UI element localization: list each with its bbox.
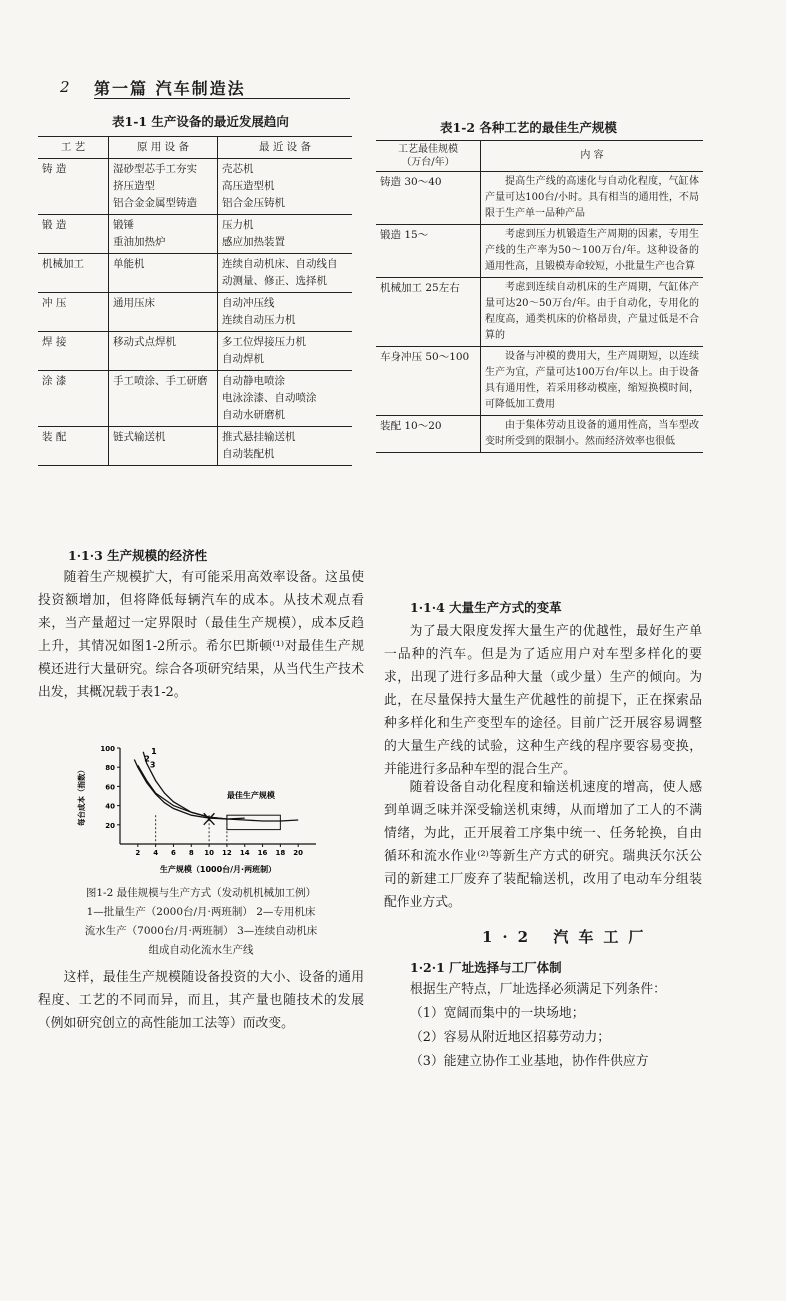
x-tick-label: 20 [293,849,304,857]
list-item: （3）能建立协作工业基地，协作件供应方 [410,1054,649,1069]
x-axis-label: 生产规模（1000台/月·两班制） [159,865,277,874]
y-tick-label: 20 [105,821,115,830]
new-equipment-cell [218,159,353,215]
figure-caption-line: 流水生产（7000台/月·两班制） 3—连续自动机床 [84,925,318,937]
process-cell: 焊 接 [38,332,109,371]
cell-line: 自动焊机 [222,353,264,365]
y-tick-label: 60 [105,783,115,792]
scale-cell: 车身冲压 50～100 [376,347,481,416]
cell-line: 动测量、修正、选择机 [222,275,327,287]
cell-line: 重油加热炉 [113,236,166,248]
table-row [38,215,352,254]
table-row [376,278,703,347]
x-tick-label: 6 [171,849,176,857]
process-cell: 冲 压 [38,293,109,332]
table-row [38,254,352,293]
scale-cell: 铸造 30～40 [376,172,481,225]
cell-line: 湿砂型芯手工夯实 [113,163,197,175]
list-item: （1）宽阔而集中的一块场地； [410,1006,585,1021]
scale-cell: 锻造 15～ [376,225,481,278]
figure-1-2-chart [76,740,326,880]
table2-body [376,172,703,453]
y-tick-label: 40 [105,802,115,811]
table-row [38,159,352,215]
table1-header-process: 工 艺 [38,137,109,159]
section-heading-12: 1·2 汽车工厂 [482,928,654,946]
series-label: 2 [144,754,150,764]
scale-cell: 装配 10～20 [376,416,481,453]
table1-caption: 表1-1 生产设备的最近发展趋向 [112,114,289,129]
new-equipment-cell [218,371,353,427]
x-tick-label: 14 [239,849,250,857]
table-row [376,172,703,225]
cell-line: 壳芯机 [222,163,254,175]
figure-caption-line: 组成自动化流水生产线 [148,944,254,956]
old-equipment-cell [109,332,218,371]
process-cell: 涂 漆 [38,371,109,427]
content-cell: 提高生产线的高速化与自动化程度，气缸体产量可达100台/小时。具有相当的通用性，不局限于生产单一品种产品 [481,172,704,225]
table-row [376,347,703,416]
cell-line: 自动装配机 [222,448,275,460]
table-row [38,427,352,466]
optimum-range-box [227,815,280,829]
table-row [38,293,352,332]
old-equipment-cell [109,293,218,332]
section-114-paragraph-2: 随着设备自动化程度和输送机速度的增高，使人感到单调乏味并深受输送机束缚，从而增加了工人的不满情绪，为此，正开展着工序集中统一、任务轮换，自由循环和流水作业⁽²⁾等新生产方式的研究。瑞典沃尔沃公司的新建工厂废弃了装配输送机，改用了电动车分组装配作业方式。 [384,780,702,910]
x-tick-label: 4 [153,849,159,857]
scale-cell: 机械加工 25左右 [376,278,481,347]
running-title: 第一篇 汽车制造法 [94,79,246,98]
cell-line: 感应加热装置 [222,236,285,248]
section-121-intro: 根据生产特点，厂址选择必须满足下列条件： [410,982,666,997]
old-equipment-cell [109,159,218,215]
table2 [376,140,703,453]
process-cell: 铸 造 [38,159,109,215]
cell-line: 多工位焊接压力机 [222,336,306,348]
cell-line: 移动式点焊机 [113,336,176,348]
cell-line: 通用压床 [113,297,155,309]
content-cell: 设备与冲模的费用大，生产周期短，以连续生产为宜，产量可达100万台/年以上。由于设备具有通用性，若采用移动模座，缩短换模时间，可降低加工费用 [481,347,704,416]
section-heading-114: 1·1·4 大量生产方式的变革 [410,600,562,615]
table1-header-new: 最 近 设 备 [218,137,353,159]
x-tick-label: 10 [204,849,214,857]
cell-line: 锻锤 [113,219,134,231]
new-equipment-cell [218,254,353,293]
cell-line: 自动静电喷涂 [222,375,285,387]
section-heading-121: 1·2·1 厂址选择与工厂体制 [410,960,562,975]
figure-caption-line: 图1-2 最佳规模与生产方式（发动机机械加工例） [85,887,317,899]
table1-header-old: 原 用 设 备 [109,137,218,159]
y-tick-label: 100 [100,745,115,753]
section-113-paragraph-2: 这样，最佳生产规模随设备投资的大小、设备的通用程度、工艺的不同而异，而且，其产量也随技术的发展（例如研究创立的高性能加工法等）而改变。 [38,970,364,1031]
cell-line: 连续自动压力机 [222,314,296,326]
content-cell: 考虑到连续自动机床的生产周期，气缸体产量可达20～50万台/年。由于自动化，专用化的程度高，通类机床的价格昂贵，产量过低是不合算的 [481,278,704,347]
table-row [38,371,352,427]
cell-line: 连续自动机床、自动线自 [222,258,338,270]
old-equipment-cell [109,254,218,293]
figure-caption [38,884,364,960]
table-row [376,225,703,278]
list-item: （2）容易从附近地区招募劳动力； [410,1030,611,1045]
cell-line: 手工喷涂、手工研磨 [113,375,208,387]
annotation-optimum: 最佳生产规模 [226,790,275,800]
table1-body [38,159,352,466]
old-equipment-cell [109,427,218,466]
process-cell: 锻 造 [38,215,109,254]
figure-caption-line: 1—批量生产（2000台/月·两班制） 2—专用机床 [86,906,316,918]
cell-line: 自动水研磨机 [222,409,285,421]
section-114-paragraph: 为了最大限度发挥大量生产的优越性，最好生产单一品种的汽车。但是为了适应用户对车型多样化的要求，出现了进行多品种大量（或少量）生产的倾向。为此，在尽量保持大量生产优越性的前提下，正在探索品种多样化和生产变型车的途径。目前广泛开展容易调整的大量生产线的试验，这种生产线的程序要容易变换，并能进行多品种车型的混合生产。 [384,624,702,777]
header-rule [94,98,350,99]
x-tick-label: 16 [257,849,268,857]
cell-line: 电泳涂漆、自动喷涂 [222,392,317,404]
cell-line: 自动冲压线 [222,297,275,309]
old-equipment-cell [109,371,218,427]
page-number: 2 [60,78,70,96]
new-equipment-cell [218,427,353,466]
y-axis-label: 每台成本（指数） [77,766,86,826]
x-tick-label: 2 [135,849,141,857]
process-cell: 机械加工 [38,254,109,293]
cell-line: 铝合金压铸机 [222,197,285,209]
cell-line: 压力机 [222,219,254,231]
table2-caption: 表1-2 各种工艺的最佳生产规模 [440,120,617,135]
table2-header-size: 工艺最佳规模 （万台/年） [376,141,481,172]
table1 [38,136,352,466]
cell-line: 推式悬挂输送机 [222,431,296,443]
new-equipment-cell [218,332,353,371]
cell-line: 高压造型机 [222,180,275,192]
table2-header-content: 内 容 [481,141,704,172]
new-equipment-cell [218,215,353,254]
cell-line: 挤压造型 [113,180,155,192]
conditions-list [410,1002,649,1074]
series-1-line [143,752,227,819]
table-row [376,416,703,453]
section-113-paragraph: 随着生产规模扩大，有可能采用高效率设备。这虽使投资额增加，但将降低每辆汽车的成本。从技术观点看来，当产量超过一定界限时（最佳生产规模），成本反趋上升，其情况如图1-2所示。希尔巴斯顿⁽¹⁾对最佳生产规模还进行大量研究。综合各项研究结果，从当代生产技术出发，其概况载于表1-2。 [38,570,364,700]
x-tick-label: 8 [188,849,194,857]
cell-line: 链式输送机 [113,431,166,443]
process-cell: 装 配 [38,427,109,466]
x-tick-label: 12 [222,849,232,857]
new-equipment-cell [218,293,353,332]
content-cell: 考虑到压力机锻造生产周期的因素，专用生产线的生产率为50～100万台/年。这种设备的通用性高，且锻模寿命较短，小批量生产也合算 [481,225,704,278]
section-heading-113: 1·1·3 生产规模的经济性 [68,548,208,563]
old-equipment-cell [109,215,218,254]
series-label: 1 [151,746,157,756]
x-tick-label: 18 [275,849,286,857]
y-tick-label: 80 [105,764,115,773]
series-label: 3 [149,760,156,770]
table-row [38,332,352,371]
content-cell: 由于集体劳动且设备的通用性高，当车型改变时所受到的限制小。然而经济效率也很低 [481,416,704,453]
cell-line: 铝合金金属型铸造 [113,197,197,209]
cell-line: 单能机 [113,258,145,270]
